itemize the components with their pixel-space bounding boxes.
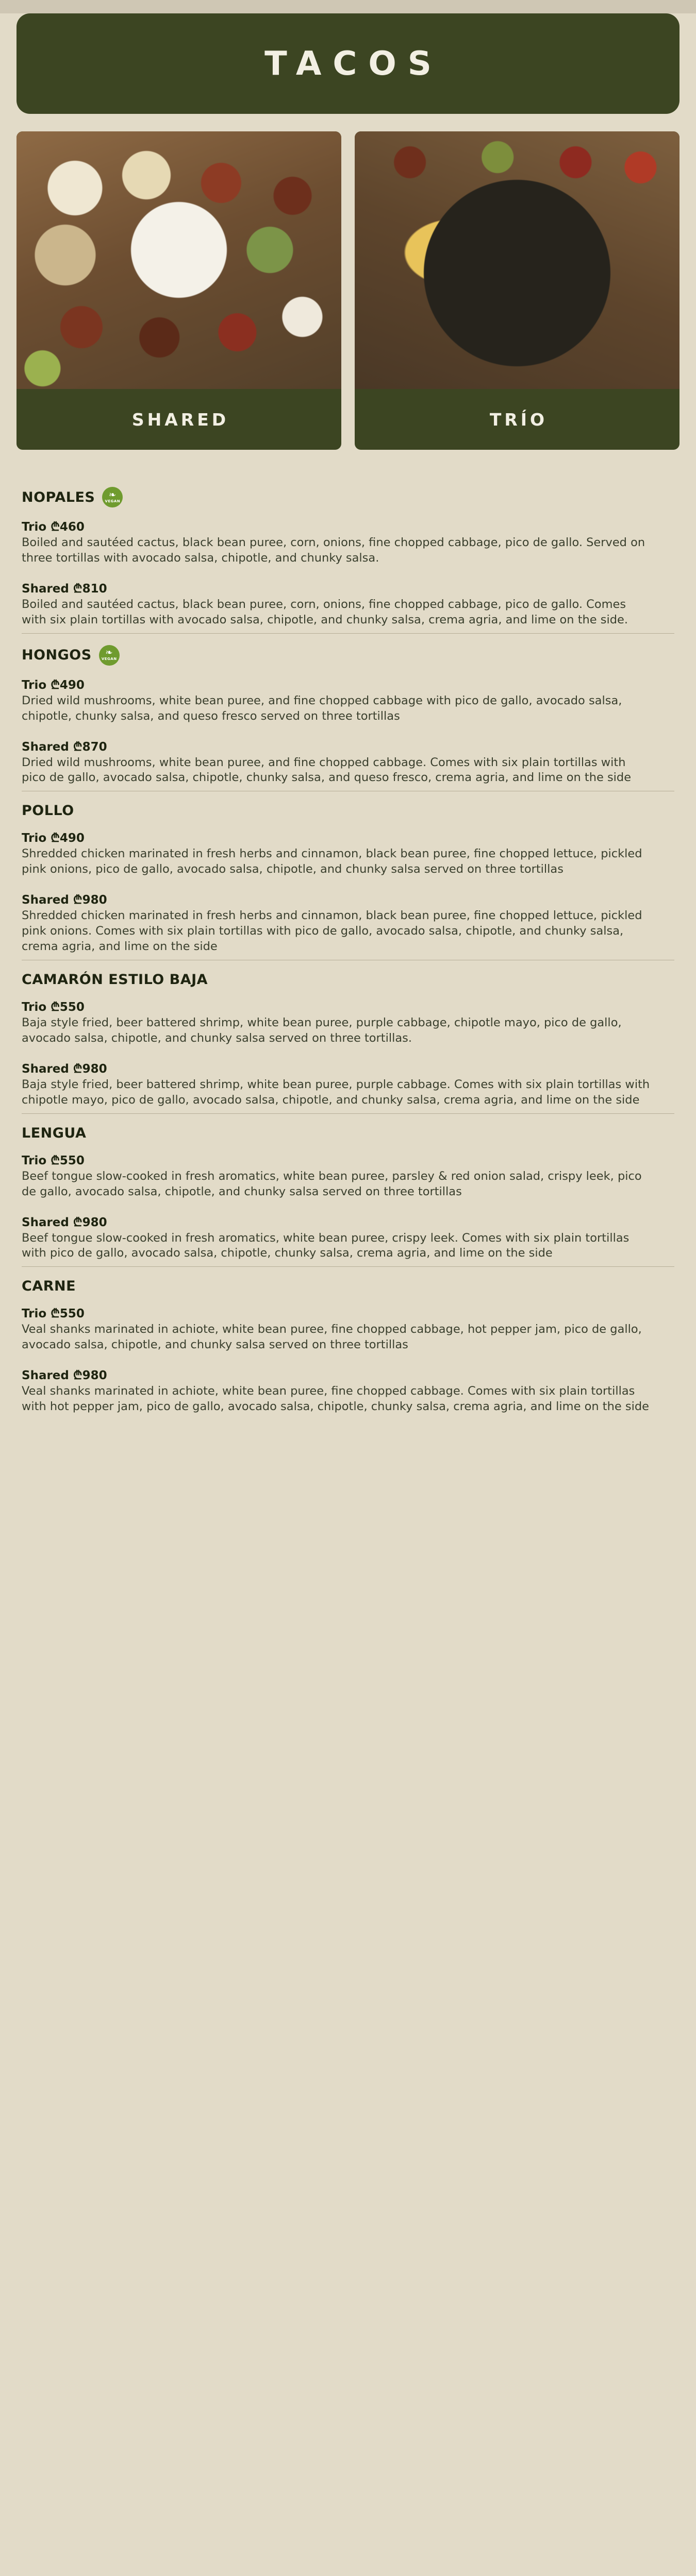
menu-variant: [22, 829, 674, 877]
photo-cards: [16, 131, 680, 450]
menu-item-header: [22, 1114, 674, 1144]
variant-title: Shared ₾810: [22, 582, 107, 596]
variant-title: Trio ₾490: [22, 678, 85, 692]
menu-list: [22, 476, 674, 1420]
variant-description: Beef tongue slow-cooked in fresh aromatics, white bean puree, crispy leek. Comes with six plain tortillas with pico de gallo, avocado salsa, chipotle, chunky salsa, crema agria, and lime on the side: [22, 1231, 629, 1260]
page-title: TACOS: [264, 44, 443, 83]
menu-variant: [22, 891, 674, 955]
variant-description: Boiled and sautéed cactus, black bean puree, corn, onions, fine chopped cabbage, pico de gallo. Comes with six plain tortillas with avocado salsa, chipotle, and chunky salsa, crema agria, and lime on the side.: [22, 597, 628, 626]
vegan-icon: [102, 487, 123, 507]
variant-description: Dried wild mushrooms, white bean puree, and fine chopped cabbage with pico de gallo, avocado salsa, chipotle, chunky salsa, and queso fresco served on three tortillas: [22, 693, 622, 723]
menu-item-header: [22, 960, 674, 991]
menu-item: [22, 634, 674, 792]
menu-variant: [22, 518, 674, 566]
menu-item-name: HONGOS: [22, 647, 92, 664]
menu-item-header: [22, 634, 674, 669]
card-shared: [16, 131, 341, 450]
menu-variant: [22, 1304, 674, 1353]
menu-item-name: CARNE: [22, 1278, 76, 1295]
menu-item: [22, 1114, 674, 1267]
variant-description: Baja style fried, beer battered shrimp, white bean puree, purple cabbage, chipotle mayo, pico de gallo, avocado salsa, chipotle, and chunky salsa served on three tortillas.: [22, 1015, 622, 1045]
menu-item: [22, 960, 674, 1114]
variant-title: Trio ₾490: [22, 832, 85, 845]
vegan-label: VEGAN: [101, 657, 117, 662]
card-caption-trio: TRÍO: [489, 409, 548, 430]
variant-description: Boiled and sautéed cactus, black bean puree, corn, onions, fine chopped cabbage, pico de gallo. Served on three tortillas with avocado salsa, chipotle, and chunky salsa.: [22, 536, 645, 565]
menu-item: [22, 1267, 674, 1420]
menu-item-name: NOPALES: [22, 489, 95, 505]
menu-item-header: [22, 1267, 674, 1297]
variant-description: Veal shanks marinated in achiote, white bean puree, fine chopped cabbage, hot pepper jam, pico de gallo, avocado salsa, chipotle, and chunky salsa served on three tortillas: [22, 1323, 642, 1352]
card-trio: [355, 131, 680, 450]
vegan-label: VEGAN: [105, 499, 121, 503]
menu-variant: [22, 738, 674, 786]
variant-title: Trio ₾460: [22, 520, 85, 534]
menu-item: [22, 791, 674, 960]
variant-title: Shared ₾870: [22, 740, 107, 754]
menu-page: [0, 13, 696, 2576]
variant-title: Shared ₾980: [22, 1062, 107, 1076]
leaf-glyph: ❧: [105, 648, 113, 658]
variant-description: Shredded chicken marinated in fresh herbs and cinnamon, black bean puree, fine chopped lettuce, pickled pink onions, pico de gallo, avocado salsa, chipotle, and chunky salsa served on three tortillas: [22, 847, 642, 876]
menu-variant: [22, 580, 674, 628]
variant-title: Trio ₾550: [22, 1307, 85, 1321]
card-caption-shared: SHARED: [131, 409, 229, 430]
variant-title: Shared ₾980: [22, 893, 107, 907]
variant-title: Shared ₾980: [22, 1369, 107, 1383]
menu-variant: [22, 998, 674, 1046]
menu-item-header: [22, 791, 674, 822]
variant-title: Shared ₾980: [22, 1215, 107, 1229]
leaf-glyph: ❧: [108, 489, 117, 500]
variant-title: Trio ₾550: [22, 1154, 85, 1167]
variant-description: Shredded chicken marinated in fresh herbs and cinnamon, black bean puree, fine chopped lettuce, pickled pink onions. Comes with six plain tortillas with pico de gallo, avocado salsa, chipotle, and chunky salsa, crema agria, and lime on the side: [22, 909, 642, 954]
variant-description: Baja style fried, beer battered shrimp, white bean puree, purple cabbage. Comes with six plain tortillas with chipotle mayo, pico de gallo, avocado salsa, chipotle, and chunky salsa, crema agria, and lime on the side: [22, 1077, 650, 1107]
menu-item-header: [22, 476, 674, 511]
menu-variant: [22, 1213, 674, 1262]
variant-description: Veal shanks marinated in achiote, white bean puree, fine chopped cabbage. Comes with six plain tortillas with hot pepper jam, pico de gallo, avocado salsa, chipotle, chunky salsa, crema agria, and lime on the side: [22, 1384, 649, 1414]
variant-description: Dried wild mushrooms, white bean puree, and fine chopped cabbage. Comes with six plain tortillas with pico de gallo, avocado salsa, chipotle, chunky salsa, and queso fresco, crema agria, and lime on the side: [22, 755, 632, 785]
menu-variant: [22, 1060, 674, 1108]
menu-item-name: LENGUA: [22, 1125, 87, 1141]
menu-variant: [22, 676, 674, 724]
vegan-icon: [99, 645, 120, 666]
menu-item: [22, 476, 674, 634]
shared-tacos-photo: [16, 131, 341, 389]
trio-tacos-photo: [355, 131, 680, 389]
header-banner: [16, 13, 680, 114]
menu-variant: [22, 1366, 674, 1415]
menu-variant: [22, 1151, 674, 1200]
menu-item-name: CAMARÓN ESTILO BAJA: [22, 971, 208, 988]
variant-title: Trio ₾550: [22, 1000, 85, 1014]
menu-item-name: POLLO: [22, 803, 74, 819]
variant-description: Beef tongue slow-cooked in fresh aromatics, white bean puree, parsley & red onion salad, crispy leek, pico de gallo, avocado salsa, chipotle, and chunky salsa served on three tortillas: [22, 1169, 642, 1198]
